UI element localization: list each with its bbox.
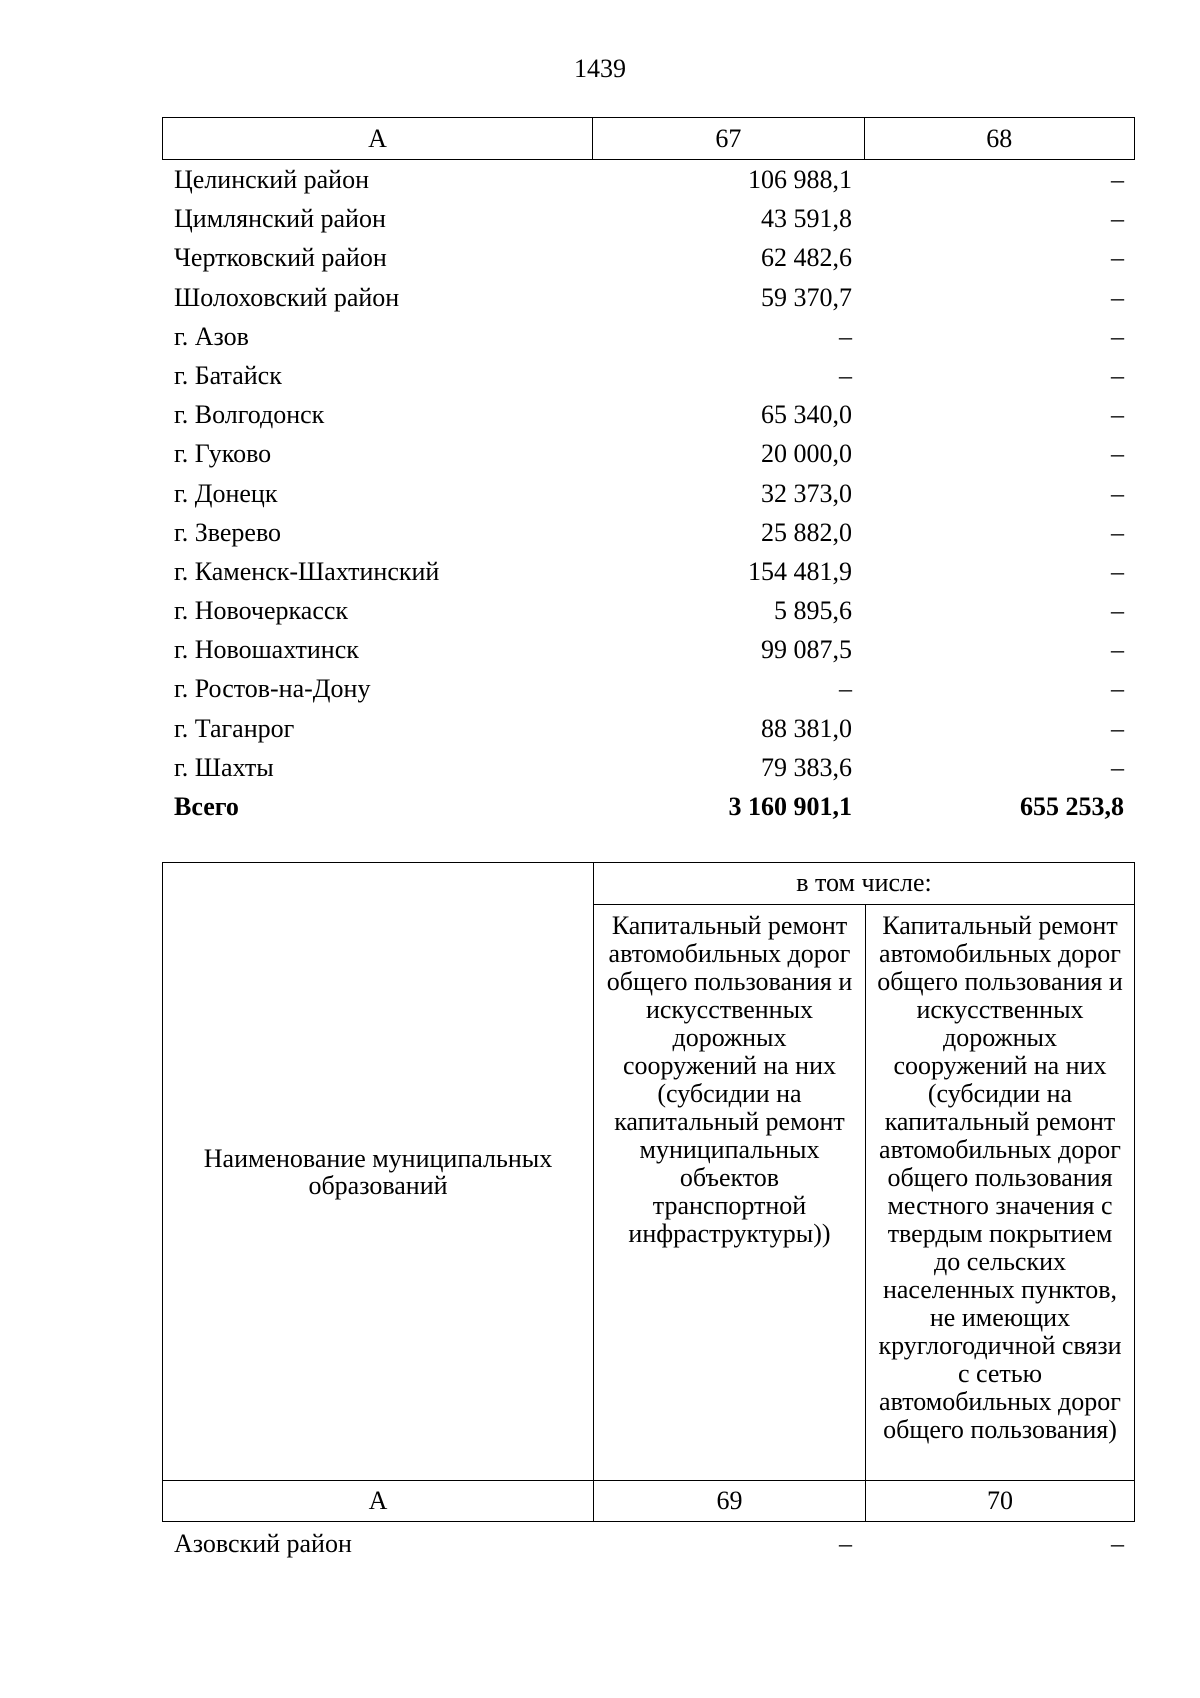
municipality-name: г. Волгодонск <box>174 400 325 430</box>
including-group-header: в том числе: <box>593 863 1134 905</box>
value-70: – <box>1111 1529 1124 1558</box>
table-row <box>162 317 1135 356</box>
table-row <box>162 630 1135 669</box>
table-row <box>162 278 1135 317</box>
value-68: – <box>1111 517 1124 547</box>
table-row <box>162 434 1135 473</box>
table-row <box>162 513 1135 552</box>
value-68: – <box>1111 243 1124 273</box>
value-67: 20 000,0 <box>761 439 852 469</box>
value-68: – <box>1111 165 1124 194</box>
value-68: – <box>1111 674 1124 704</box>
table-row <box>162 709 1135 748</box>
col-number-69: 69 <box>593 1481 865 1521</box>
value-68: – <box>1111 556 1124 586</box>
header-col-67: 67 <box>592 118 863 159</box>
municipality-name: г. Гуково <box>174 439 272 469</box>
municipality-name: г. Новошахтинск <box>174 635 359 665</box>
col-number-70: 70 <box>865 1481 1134 1521</box>
value-68: – <box>1111 713 1124 743</box>
municipality-name: г. Новочеркасск <box>174 596 349 626</box>
table-body <box>162 160 1135 787</box>
municipality-name: г. Азов <box>174 321 249 351</box>
value-67: – <box>839 674 852 704</box>
value-68: – <box>1111 400 1124 430</box>
value-68: – <box>1111 752 1124 782</box>
value-68: – <box>1111 635 1124 665</box>
value-67: 79 383,6 <box>761 752 852 782</box>
value-67: 99 087,5 <box>761 635 852 665</box>
value-67: 65 340,0 <box>761 400 852 430</box>
table-allocations-69-70-header <box>162 862 1135 1522</box>
table-row <box>162 669 1135 708</box>
municipality-name: г. Шахты <box>174 752 274 782</box>
table-row <box>162 160 1135 199</box>
total-value-67: 3 160 901,1 <box>728 792 852 821</box>
value-67: 5 895,6 <box>774 596 852 626</box>
page-number: 1439 <box>574 54 626 83</box>
municipality-name: г. Батайск <box>174 360 282 390</box>
municipality-name: г. Каменск-Шахтинский <box>174 556 440 586</box>
municipality-name: г. Донецк <box>174 478 278 508</box>
value-68: – <box>1111 360 1124 390</box>
value-68: – <box>1111 321 1124 351</box>
table-allocations-67-68 <box>162 117 1135 826</box>
table-row <box>162 356 1135 395</box>
table-row <box>162 1524 1135 1563</box>
col-70-header: Капитальный ремонт автомобильных дорог общего пользования и искусственных дорожных сооружений на них (субсидии на капитальный ремонт автомобильных дорог общего пользования местного значения с твердым покрытием до сельских населенных пунктов, не имеющих круглогодичной связи с сетью автомобильных дорог общего пользования) <box>865 905 1134 1480</box>
column-number-row <box>163 1480 1134 1521</box>
municipality-name: Целинский район <box>174 165 369 194</box>
municipality-name: Цимлянский район <box>174 204 386 234</box>
value-68: – <box>1111 204 1124 234</box>
municipality-name: Азовский район <box>174 1529 352 1558</box>
municipality-name: Чертковский район <box>174 243 387 273</box>
total-value-68: 655 253,8 <box>1020 792 1124 821</box>
value-67: 88 381,0 <box>761 713 852 743</box>
col-number-a: А <box>368 1486 388 1515</box>
value-67: 62 482,6 <box>761 243 852 273</box>
value-68: – <box>1111 282 1124 312</box>
value-67: 154 481,9 <box>748 556 852 586</box>
value-67: – <box>839 360 852 390</box>
value-68: – <box>1111 596 1124 626</box>
table-row <box>162 199 1135 238</box>
table-row <box>162 552 1135 591</box>
table-row <box>162 591 1135 630</box>
municipality-name: г. Таганрог <box>174 713 295 743</box>
municipality-name: г. Зверево <box>174 517 282 547</box>
value-68: – <box>1111 478 1124 508</box>
municipality-name: г. Ростов-на-Дону <box>174 674 371 704</box>
table-total-row <box>162 787 1135 826</box>
header-col-68: 68 <box>864 118 1134 159</box>
table-row <box>162 748 1135 787</box>
municipality-name-header: Наименование муниципальных образований <box>203 1143 553 1200</box>
header-col-a: А <box>368 124 387 153</box>
value-67: 32 373,0 <box>761 478 852 508</box>
table-header-row <box>162 117 1135 160</box>
table-row <box>162 395 1135 434</box>
value-67: 59 370,7 <box>761 282 852 312</box>
col-69-header: Капитальный ремонт автомобильных дорог общего пользования и искусственных дорожных сооружений на них (субсидии на капитальный ремонт муниципальных объектов транспортной инфраструктуры)) <box>593 905 865 1480</box>
value-69: – <box>839 1529 852 1558</box>
value-68: – <box>1111 439 1124 469</box>
municipality-name: Шолоховский район <box>174 282 400 312</box>
value-67: 25 882,0 <box>761 517 852 547</box>
table-row <box>162 474 1135 513</box>
table2-body <box>162 1524 1135 1563</box>
value-67: 106 988,1 <box>748 165 852 194</box>
table-row <box>162 238 1135 277</box>
value-67: – <box>839 321 852 351</box>
value-67: 43 591,8 <box>761 204 852 234</box>
total-label: Всего <box>174 792 239 821</box>
